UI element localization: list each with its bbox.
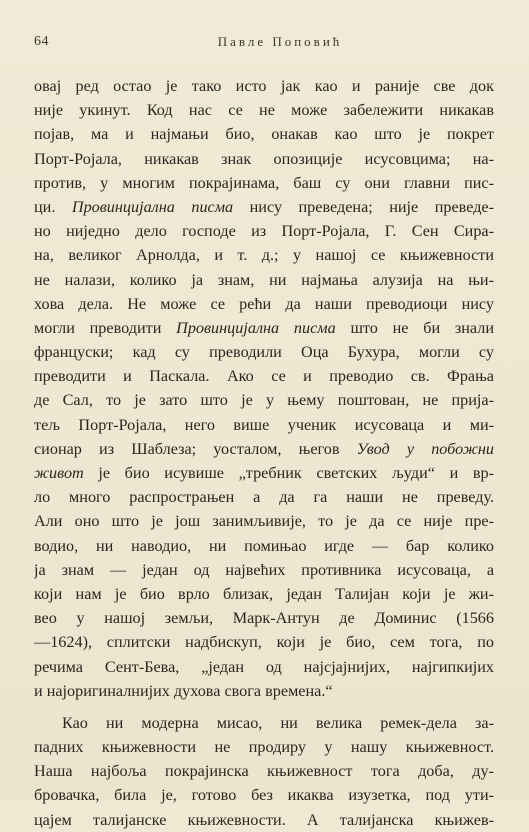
italic-title: Увод у побожни <box>356 439 494 458</box>
text-line <box>34 122 494 146</box>
text-segment: —1624), сплитски надбискуп, који је био, сем тога, по <box>34 633 494 652</box>
text-segment: Али оно што је још занимљивије, то је да се није пре- <box>34 512 494 531</box>
text-segment: појав, ма и најмањи био, онакав као што је покрет <box>34 125 494 144</box>
text-line <box>34 413 494 437</box>
text-line <box>34 558 494 582</box>
text-segment: водио, ни наводио, ни помињао игде — бар колико <box>34 536 494 555</box>
text-segment: ло много распрострањен а да га наши не преведу. <box>34 488 494 507</box>
italic-title: живот <box>34 464 84 482</box>
page-header <box>0 34 529 54</box>
text-segment: хова дела. Не може се рећи да наши преводиоци нису <box>34 294 494 313</box>
text-segment: но ниједно дело господе из Порт-Ројала, Г. Сен Сира- <box>34 222 494 241</box>
text-line <box>34 509 494 533</box>
text-line <box>34 485 494 509</box>
text-line <box>34 808 494 832</box>
text-segment: против, у многим покрајинама, баш су они главни пис- <box>34 173 494 192</box>
text-segment: ја знам — један од највећих противника исусоваца, а <box>34 560 494 579</box>
text-line <box>34 74 494 98</box>
text-line <box>34 461 494 485</box>
italic-title: Провинцијална писма <box>71 197 234 216</box>
text-line <box>34 171 494 195</box>
text-line <box>34 147 494 171</box>
text-line <box>34 268 494 292</box>
text-line <box>34 243 494 267</box>
text-segment: нису преведена; није преведе- <box>233 197 494 216</box>
text-line <box>34 219 494 243</box>
text-line <box>34 292 494 316</box>
text-segment: који нам је био врло близак, један Талијан који је жи- <box>34 584 494 603</box>
text-line <box>34 711 494 735</box>
italic-title: Провинцијална писма <box>176 318 336 337</box>
text-line <box>34 98 494 122</box>
text-line <box>34 534 494 558</box>
text-line <box>34 783 494 807</box>
text-segment: вео у нашој земљи, Марк-Антун де Доминис (1566 <box>34 609 494 628</box>
text-line <box>34 735 494 759</box>
text-segment: је био исувише „требник светских људи“ и вр- <box>83 464 494 482</box>
text-segment: француски; кад су преводили Оца Бухура, могли су <box>34 343 494 362</box>
text-line <box>34 340 494 364</box>
text-segment: што не би знали <box>335 318 494 337</box>
text-line <box>34 679 494 703</box>
text-segment: тељ Порт-Ројала, него више ученик исусоваца и ми- <box>34 415 494 434</box>
text-line <box>34 364 494 388</box>
text-segment: Као ни модерна мисао, ни велика ремек-дела за- <box>62 713 494 732</box>
text-line <box>34 388 494 412</box>
text-segment: бровачка, била је, готово без икаква изузетка, под ути- <box>34 786 494 805</box>
text-segment: де Сал, то је зато што је у њему поштован, не прија- <box>34 391 494 410</box>
text-line <box>34 582 494 606</box>
running-head: Павле Поповић <box>217 34 343 49</box>
text-line <box>34 759 494 783</box>
text-segment: не налази, колико ја знам, ни најмања алузија на њи- <box>34 270 494 289</box>
text-line <box>34 655 494 679</box>
text-segment: могли преводити <box>34 318 177 337</box>
text-segment: овај ред остао је тако исто јак као и раније све док <box>34 77 494 95</box>
text-line <box>34 195 494 219</box>
text-segment: и најоригиналнијих духова свога времена.“ <box>34 681 333 700</box>
text-segment: цајем талијанске књижевности. А талијанска књижев- <box>34 810 494 829</box>
text-segment: сионар из Шаблеза; уосталом, његов <box>34 439 357 458</box>
body-text <box>34 74 494 832</box>
text-line <box>34 316 494 340</box>
text-segment: Порт-Ројала, никакав знак опозиције исусовцима; на- <box>34 149 494 168</box>
text-segment: није укинут. Код нас се не може забележити никакав <box>34 101 494 120</box>
text-line <box>34 437 494 461</box>
text-line <box>34 630 494 654</box>
text-segment: на, великог Арнолда, и т. д.; у нашој се књижевности <box>34 246 494 265</box>
text-line <box>34 606 494 630</box>
page-number: 64 <box>34 34 49 49</box>
text-segment: речима Сент-Бева, „један од најсјајнијих, најгипкијих <box>34 657 494 676</box>
text-segment: Наша најбоља покрајинска књижевност тога доба, ду- <box>34 762 494 781</box>
text-segment: падних књижевности не продиру у нашу књижевност. <box>34 738 494 757</box>
text-segment: преводити и Паскала. Ако се и преводио св. Фрања <box>34 367 494 386</box>
text-segment: ци. <box>34 197 72 216</box>
